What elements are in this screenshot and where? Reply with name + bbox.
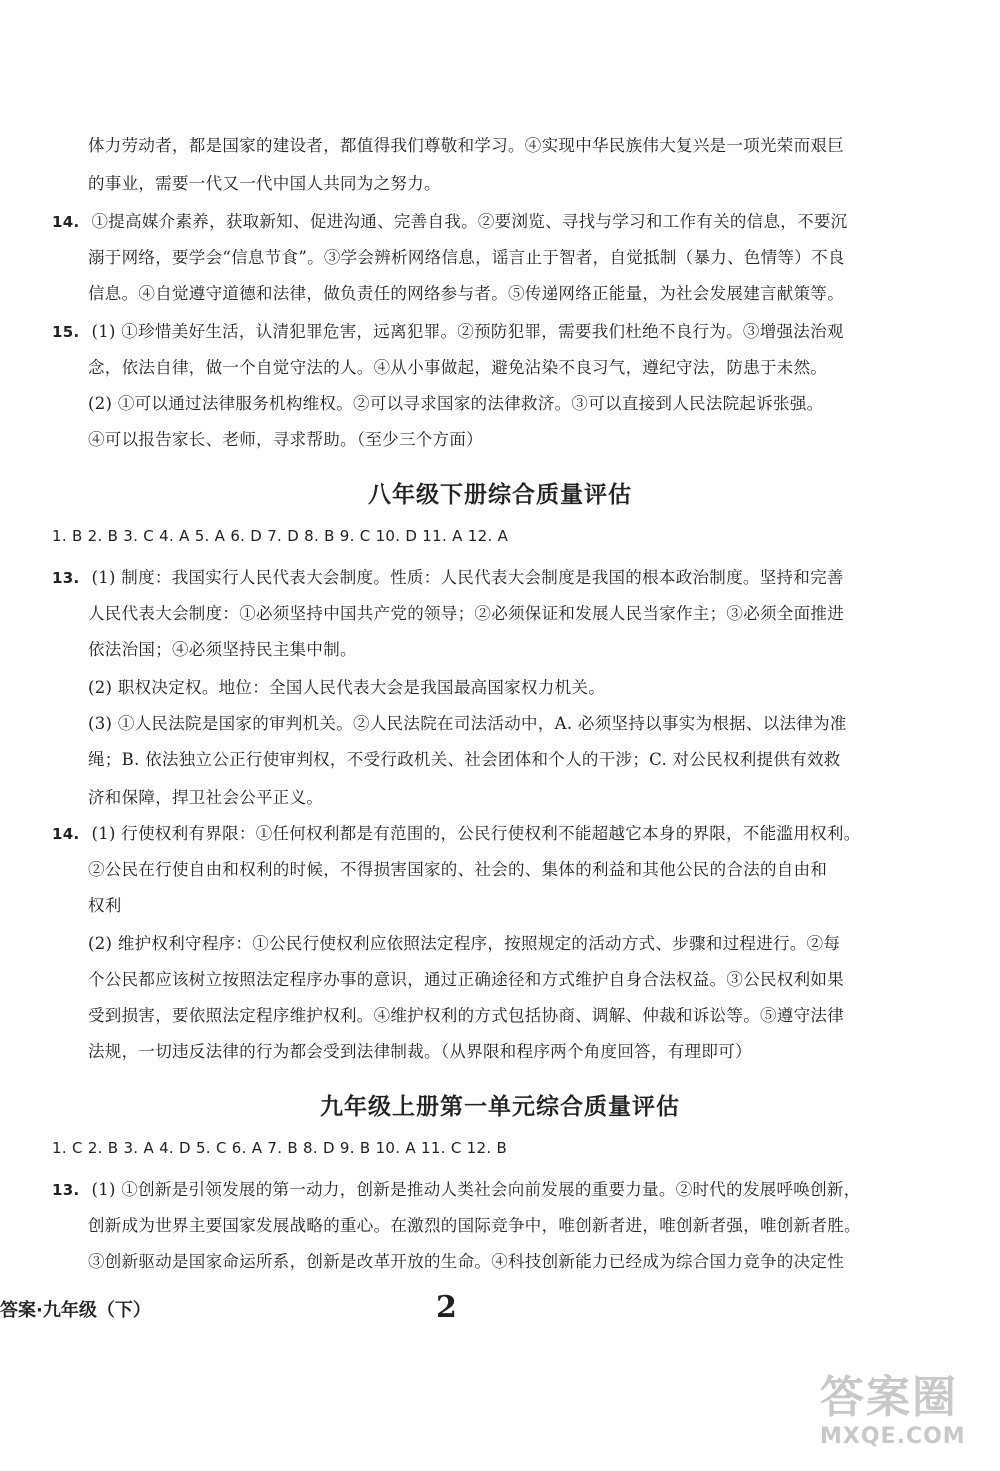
question-number: 15. bbox=[52, 323, 80, 341]
question-13: 13. (1) 制度：我国实行人民代表大会制度。性质：人民代表大会制度是我国的根本政治制度。坚持和完善 bbox=[52, 568, 844, 587]
text-line: 溺于网络，要学会“信息节食”。③学会辨析网络信息，谣言止于智者，自觉抵制（暴力、色情等）不良 bbox=[88, 248, 845, 267]
text-line: (2) ①可以通过法律服务机构维权。②可以寻求国家的法律救济。③可以直接到人民法院起诉张强。 bbox=[88, 394, 824, 413]
watermark bbox=[820, 1372, 995, 1467]
question-number: 13. bbox=[52, 1181, 80, 1199]
text-line: 体力劳动者，都是国家的建设者，都值得我们尊敬和学习。④实现中华民族伟大复兴是一项光荣而艰巨 bbox=[88, 136, 844, 155]
question-13: 13. (1) ①创新是引领发展的第一动力，创新是推动人类社会向前发展的重要力量。②时代的发展呼唤创新， bbox=[52, 1180, 861, 1199]
watermark-url: MXQE.COM bbox=[820, 1424, 966, 1449]
question-number: 14. bbox=[52, 825, 80, 843]
text-line: ④可以报告家长、老师，寻求帮助。（至少三个方面） bbox=[88, 430, 483, 449]
question-number: 14. bbox=[52, 213, 80, 231]
multiple-choice-answers: 1. B 2. B 3. C 4. A 5. A 6. D 7. D 8. B 9. C 10. D 11. A 12. A bbox=[52, 527, 509, 545]
section-heading: 八年级下册综合质量评估 bbox=[368, 482, 632, 508]
multiple-choice-answers: 1. C 2. B 3. A 4. D 5. C 6. A 7. B 8. D 9. B 10. A 11. C 12. B bbox=[52, 1139, 508, 1157]
text-line: (3) ①人民法院是国家的审判机关。②人民法院在司法活动中，A. 必须坚持以事实为根据、以法律为准 bbox=[88, 714, 847, 733]
text-line: 人民代表大会制度：①必须坚持中国共产党的领导；②必须保证和发展人民当家作主；③必须全面推进 bbox=[88, 604, 844, 623]
text-line: 的事业，需要一代又一代中国人共同为之努力。 bbox=[88, 174, 441, 193]
text-line: 受到损害，要依照法定程序维护权利。④维护权利的方式包括协商、调解、仲裁和诉讼等。⑤遵守法律 bbox=[88, 1006, 844, 1025]
text-line: 法规，一切违反法律的行为都会受到法律制裁。（从界限和程序两个角度回答，有理即可） bbox=[88, 1042, 752, 1061]
text-line: 信息。④自觉遵守道德和法律，做负责任的网络参与者。⑤传递网络正能量，为社会发展建言献策等。 bbox=[88, 284, 844, 303]
text-line: ③创新驱动是国家命运所系，创新是改革开放的生命。④科技创新能力已经成为综合国力竞争的决定性 bbox=[88, 1252, 844, 1271]
text-line: 个公民都应该树立按照法定程序办事的意识，通过正确途径和方式维护自身合法权益。③公民权利如果 bbox=[88, 970, 844, 989]
text-line: ②公民在行使自由和权利的时候，不得损害国家的、社会的、集体的利益和其他公民的合法的自由和 bbox=[88, 860, 828, 879]
question-14: 14. ①提高媒介素养，获取新知、促进沟通、完善自我。②要浏览、寻找与学习和工作有关的信息，不要沉 bbox=[52, 212, 848, 231]
question-14: 14. (1) 行使权利有界限：①任何权利都是有范围的，公民行使权利不能超越它本身的界限，不能滥用权利。 bbox=[52, 824, 861, 843]
section-heading: 九年级上册第一单元综合质量评估 bbox=[320, 1094, 680, 1120]
text-line: (2) 维护权利守程序：①公民行使权利应依照法定程序，按照规定的活动方式、步骤和过程进行。②每 bbox=[88, 934, 841, 953]
question-15: 15. (1) ①珍惜美好生活，认清犯罪危害，远离犯罪。②预防犯罪，需要我们杜绝不良行为。③增强法治观 bbox=[52, 322, 844, 341]
text-line: (2) 职权决定权。地位：全国人民代表大会是我国最高国家权力机关。 bbox=[88, 678, 606, 697]
footer-label: 答案·九年级（下） bbox=[0, 1300, 151, 1321]
text-line: 依法治国；④必须坚持民主集中制。 bbox=[88, 640, 357, 659]
text-line: 绳；B. 依法独立公正行使审判权，不受行政机关、社会团体和个人的干涉；C. 对公民权利提供有效救 bbox=[88, 750, 841, 769]
text-line: 创新成为世界主要国家发展战略的重心。在激烈的国际竞争中，唯创新者进，唯创新者强，唯创新者胜。 bbox=[88, 1216, 861, 1235]
text-line: 权利 bbox=[88, 896, 122, 915]
text-line: 济和保障，捍卫社会公平正义。 bbox=[88, 788, 324, 807]
question-number: 13. bbox=[52, 569, 80, 587]
watermark-logo: 答案圈 bbox=[820, 1372, 958, 1423]
text-line: 念，依法自律，做一个自觉守法的人。④从小事做起，避免沾染不良习气，遵纪守法，防患于未然。 bbox=[88, 358, 828, 377]
page-number: 2 bbox=[436, 1290, 457, 1325]
